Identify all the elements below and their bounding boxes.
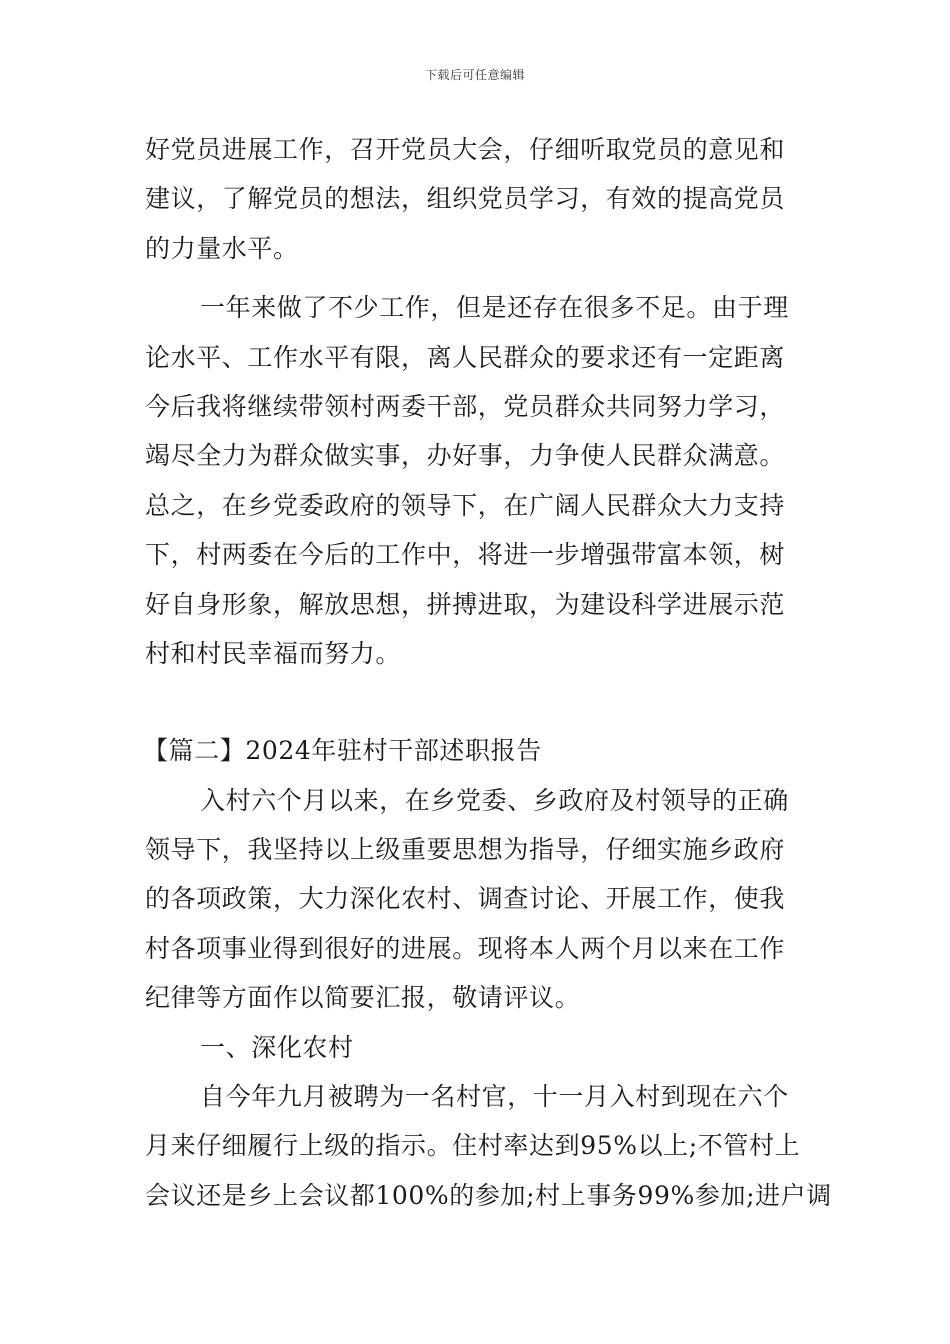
- document-body: [143, 125, 832, 1220]
- paragraph-1: [145, 125, 810, 273]
- text-line: 领导下，我坚持以上级重要思想为指导，仔细实施乡政府: [145, 835, 786, 865]
- page-header: 下载后可任意编辑: [424, 68, 525, 82]
- section-title: 【篇二】2024年驻村干部述职报告: [143, 736, 542, 766]
- text-line: 今后我将继续带领村两委干部，党员群众共同努力学习，: [145, 391, 786, 421]
- paragraph-4: [145, 1072, 832, 1220]
- text-line: 论水平、工作水平有限，离人民群众的要求还有一定距离: [145, 342, 786, 372]
- text-line: 的力量水平。: [145, 233, 299, 263]
- paragraph-3: [145, 776, 810, 1023]
- paragraph-2: [145, 283, 810, 678]
- text-line: 建议，了解党员的想法，组织党员学习，有效的提高党员: [145, 184, 786, 214]
- paragraph-spacer: [145, 273, 810, 283]
- text-line: 会议还是乡上会议都100%的参加;村上事务99%参加;进户调: [145, 1180, 832, 1210]
- text-line: 村和村民幸福而努力。: [145, 638, 402, 668]
- text-line: 月来仔细履行上级的指示。住村率达到95%以上;不管村上: [145, 1131, 801, 1161]
- text-line: 的各项政策，大力深化农村、调查讨论、开展工作，使我: [145, 884, 786, 914]
- text-line: 总之，在乡党委政府的领导下，在广阔人民群众大力支持: [145, 490, 786, 520]
- text-line: 一年来做了不少工作，但是还存在很多不足。由于理: [200, 293, 789, 323]
- text-line: 竭尽全力为群众做实事，办好事，力争使人民群众满意。: [145, 441, 786, 471]
- text-line: 村各项事业得到很好的进展。现将本人两个月以来在工作: [145, 933, 786, 963]
- text-line: 入村六个月以来，在乡党委、乡政府及村领导的正确: [200, 785, 789, 815]
- text-line: 下，村两委在今后的工作中，将进一步增强带富本领，树: [145, 540, 786, 570]
- section-spacer: [145, 678, 810, 726]
- subsection-heading: 一、深化农村: [200, 1032, 354, 1062]
- text-line: 自今年九月被聘为一名村官，十一月入村到现在六个: [200, 1082, 789, 1112]
- text-line: 纪律等方面作以简要汇报，敬请评议。: [145, 983, 581, 1013]
- text-line: 好自身形象，解放思想，拼搏进取，为建设科学进展示范: [145, 589, 786, 619]
- text-line: 好党员进展工作，召开党员大会，仔细听取党员的意见和: [145, 135, 786, 164]
